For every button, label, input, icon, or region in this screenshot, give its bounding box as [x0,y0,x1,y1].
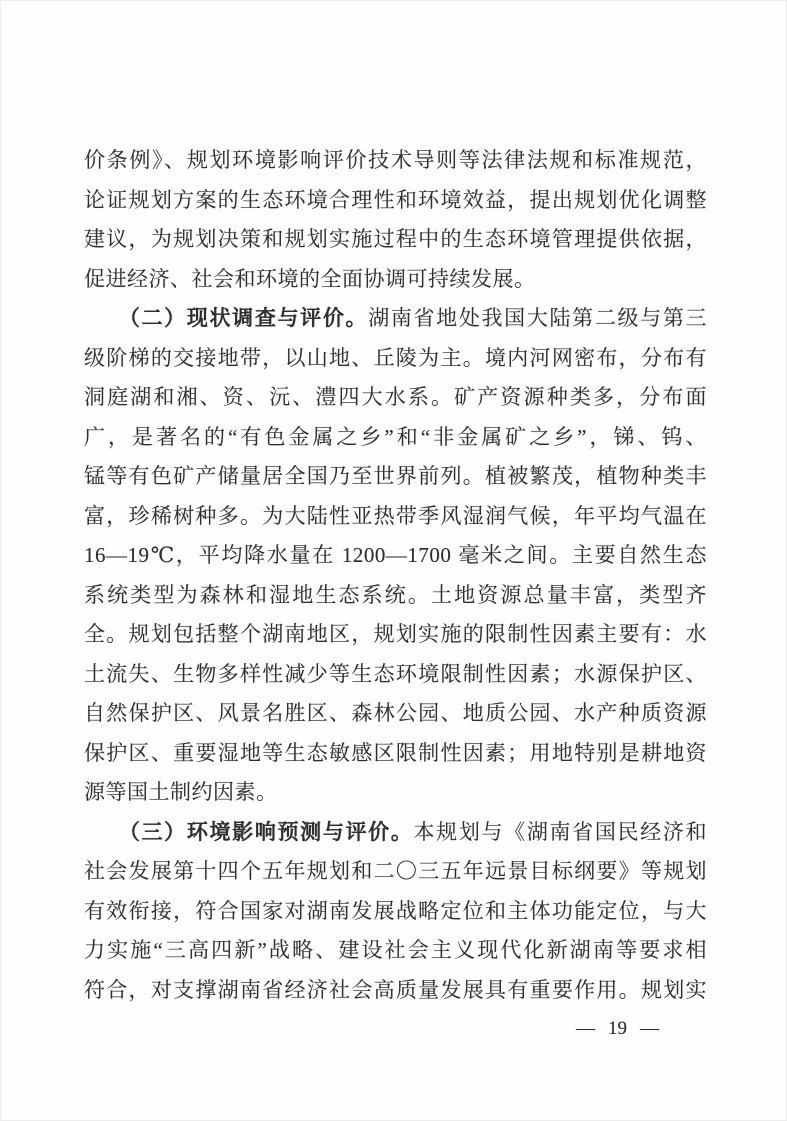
section-heading: （三）环境影响预测与评价。 [129,819,414,844]
body-text: 力实施“三高四新”战略、建设社会主义现代化新湖南等要求相 [84,938,707,962]
para-impact-prediction-and-evaluation [84,813,707,1011]
page-number: 19 [608,1018,627,1039]
text-line [84,260,707,300]
page-footer [576,1018,659,1040]
body-text: 有效衔接，符合国家对湖南发展战略定位和主体功能定位，与大 [84,898,707,923]
body-text: 自然保护区、风景名胜区、森林公园、地质公园、水产种质资源 [84,701,707,725]
text-line [84,457,707,497]
text-line [84,181,707,221]
body-text [84,306,129,330]
text-line [84,655,707,695]
text-line [84,576,707,616]
body-text: 社会发展第十四个五年规划和二〇三五年远景目标纲要》等规划 [84,859,707,883]
para-legal-basis-continuation [84,141,707,299]
text-line [84,220,707,260]
body-text [84,820,129,844]
body-text: 级阶梯的交接地带，以山地、丘陵为主。境内河网密布，分布有 [84,345,707,370]
section-heading: （二）现状调查与评价。 [129,306,369,330]
text-line [84,813,707,853]
body-text: 价条例》、规划环境影响评价技术导则等法律法规和标准规范， [84,148,707,172]
body-text: 16—19℃，平均降水量在 1200—1700 毫米之间。主要自然生态 [84,543,707,567]
text-line [84,852,707,892]
text-line [84,773,707,813]
text-line [84,418,707,458]
body-text: 本规划与《湖南省国民经济和 [413,819,707,844]
body-text: 符合，对支撑湖南省经济社会高质量发展具有重要作用。规划实 [84,977,707,1002]
text-line [84,931,707,971]
body-text: 湖南省地处我国大陆第二级与第三 [368,306,707,330]
body-text: 全。规划包括整个湖南地区，规划实施的限制性因素主要有：水 [84,622,707,646]
text-line [84,892,707,932]
footer-left-dash: — [576,1018,595,1039]
text-line [84,299,707,339]
document-body [84,141,707,1010]
text-line [84,615,707,655]
body-text: 保护区、重要湿地等生态敏感区限制性因素；用地特别是耕地资 [84,740,707,765]
text-line [84,734,707,774]
body-text: 洞庭湖和湘、资、沅、澧四大水系。矿产资源种类多，分布面 [84,385,707,409]
text-line [84,339,707,379]
body-text: 富，珍稀树种多。为大陆性亚热带季风湿润气候，年平均气温在 [84,503,707,528]
para-status-survey-and-evaluation [84,299,707,813]
text-line [84,378,707,418]
text-line [84,971,707,1011]
body-text: 源等国土制约因素。 [84,780,278,804]
body-text: 促进经济、社会和环境的全面协调可持续发展。 [84,266,536,291]
body-text: 论证规划方案的生态环境合理性和环境效益，提出规划优化调整 [84,187,707,212]
body-text: 锰等有色矿产储量居全国乃至世界前列。植被繁茂，植物种类丰 [84,464,707,488]
text-line [84,536,707,576]
footer-right-dash: — [640,1018,659,1039]
text-line [84,497,707,537]
text-line [84,141,707,181]
body-text: 系统类型为森林和湿地生态系统。土地资源总量丰富，类型齐 [84,582,707,607]
body-text: 建议，为规划决策和规划实施过程中的生态环境管理提供依据， [84,227,707,251]
body-text: 土流失、生物多样性减少等生态环境限制性因素；水源保护区、 [84,661,707,686]
body-text: 广，是著名的“有色金属之乡”和“非金属矿之乡”，锑、钨、 [84,424,707,449]
text-line [84,694,707,734]
